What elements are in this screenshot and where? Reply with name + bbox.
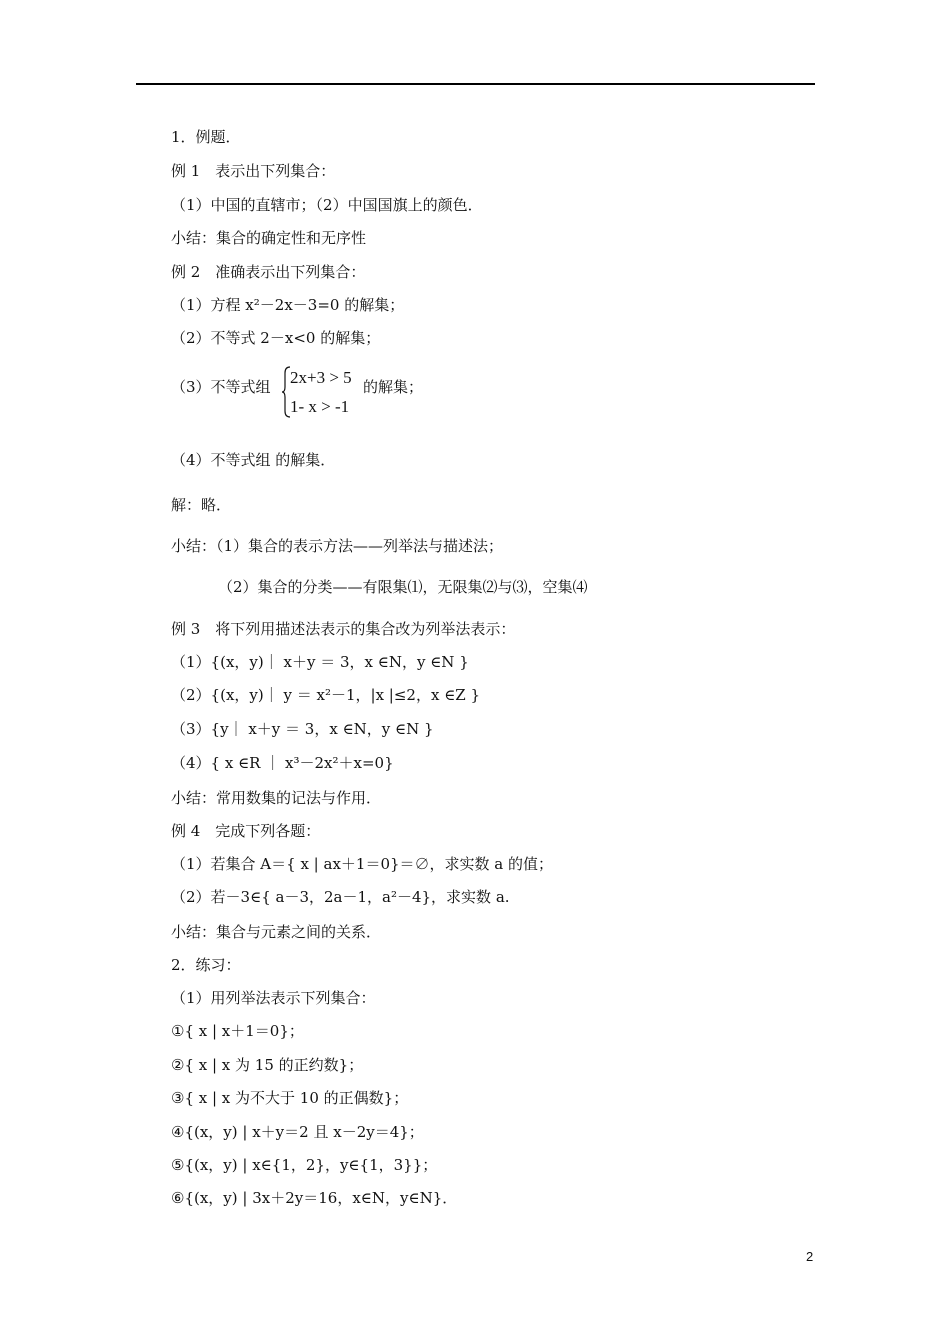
text-line: （1）若集合 A＝{ x | ax＋1＝0}＝∅，求实数 a 的值； bbox=[171, 855, 554, 873]
section-heading: 2．练习： bbox=[171, 956, 241, 974]
exercise-item: ④{(x，y) | x＋y＝2 且 x－2y＝4}； bbox=[171, 1123, 424, 1141]
text-line: （2）不等式 2－x<0 的解集； bbox=[171, 329, 381, 347]
exercise-item: ⑤{(x，y) | x∈{1，2}，y∈{1，3}}； bbox=[171, 1156, 438, 1174]
text-line: （3）{y｜ x＋y ＝ 3，x ∈N，y ∈N } bbox=[171, 720, 434, 738]
system-tail: 的解集； bbox=[363, 378, 424, 396]
inequality-1: 2x+3 > 5 bbox=[290, 368, 352, 387]
text-line: （1）方程 x²－2x－3=0 的解集； bbox=[171, 296, 405, 314]
summary-line: 小结：（1）集合的表示方法——列举法与描述法； bbox=[171, 537, 504, 555]
exercise-item: ①{ x | x＋1＝0}； bbox=[171, 1022, 304, 1040]
text-line: （4）{ x ∈R ｜ x³－2x²＋x=0} bbox=[171, 754, 394, 772]
exercise-item: ③{ x | x 为不大于 10 的正偶数}； bbox=[171, 1089, 409, 1107]
exercise-item: ②{ x | x 为 15 的正约数}； bbox=[171, 1056, 364, 1074]
example-title: 例 3 将下列用描述法表示的集合改为列举法表示： bbox=[171, 620, 516, 638]
inequality-2: 1- x > -1 bbox=[290, 397, 350, 416]
summary-line: 小结：集合的确定性和无序性 bbox=[171, 229, 367, 247]
summary-line: 小结：常用数集的记法与作用． bbox=[171, 789, 382, 807]
header-rule bbox=[136, 83, 815, 85]
exercise-item: ⑥{(x，y) | 3x＋2y＝16，x∈N，y∈N}． bbox=[171, 1189, 458, 1207]
solution-line: 解：略． bbox=[171, 496, 232, 514]
text-line: （2）{(x，y)｜ y ＝ x²－1，|x |≤2，x ∈Z } bbox=[171, 686, 481, 704]
summary-line: （2）集合的分类——有限集⑴，无限集⑵与⑶，空集⑷ bbox=[218, 578, 588, 596]
example-title: 例 4 完成下列各题： bbox=[171, 822, 321, 840]
text-line: （2）若－3∈{ a－3，2a－1，a²－4}，求实数 a. bbox=[171, 888, 510, 906]
summary-line: 小结：集合与元素之间的关系． bbox=[171, 923, 382, 941]
page-number: 2 bbox=[806, 1249, 814, 1264]
text-line: （1）{(x，y)｜ x＋y ＝ 3，x ∈N，y ∈N } bbox=[171, 653, 469, 671]
system-label: （3）不等式组 bbox=[171, 378, 271, 396]
example-title: 例 2 准确表示出下列集合： bbox=[171, 263, 366, 281]
text-line: （4）不等式组 的解集． bbox=[171, 451, 336, 469]
text-line: （1）用列举法表示下列集合： bbox=[171, 989, 376, 1007]
section-heading: 1．例题． bbox=[171, 128, 241, 146]
example-title: 例 1 表示出下列集合： bbox=[171, 162, 336, 180]
text-line: （1）中国的直辖市；（2）中国国旗上的颜色． bbox=[171, 196, 483, 214]
